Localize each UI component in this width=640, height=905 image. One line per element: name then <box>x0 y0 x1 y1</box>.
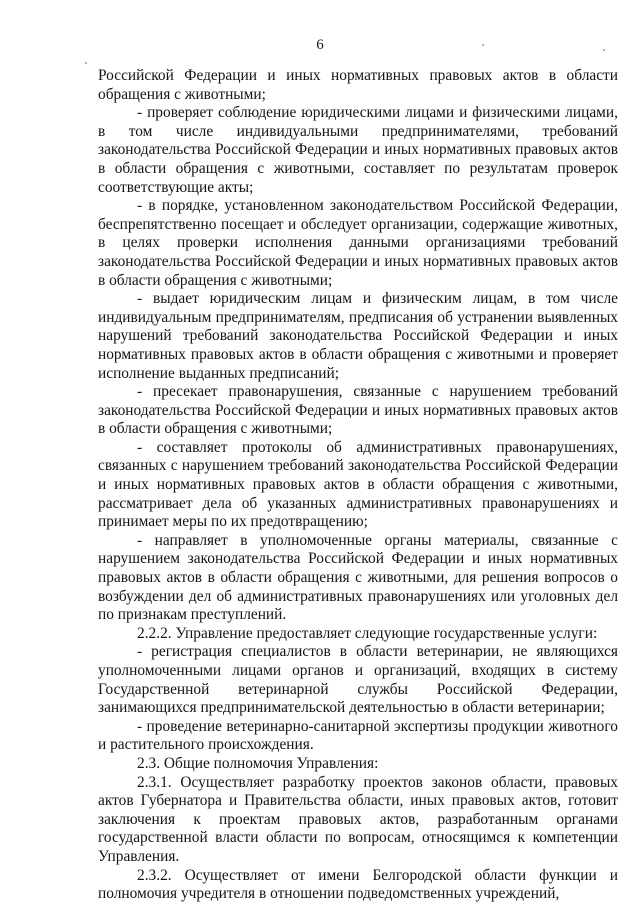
document-body <box>98 67 618 904</box>
paragraph: - проведение ветеринарно-санитарной экспертизы продукции животного и растительного происхождения. <box>98 717 618 754</box>
paragraph: - проверяет соблюдение юридическими лицами и физическими лицами, в том числе индивидуальными предпринимателями, требований законодательства Российской Федерации и иных нормативных правовых актов в области обращения с животными, составляет по результатам проверок соответствующие акты; <box>98 104 618 196</box>
paragraph: - регистрация специалистов в области ветеринарии, не являющихся уполномоченными лицами органов и организаций, входящих в систему Государственной ветеринарной службы Российской Федерации, занимающихся предпринимательской деятельностью в области ветеринарии; <box>98 643 618 717</box>
section-paragraph: 2.2.2. Управление предоставляет следующие государственные услуги: <box>137 624 598 642</box>
section-heading: 2.3. Общие полномочия Управления: <box>137 754 379 772</box>
paragraph: - направляет в уполномоченные органы материалы, связанные с нарушением законодательства Российской Федерации и иных нормативных правовых актов в области обращения с животными, для решения вопросов о возбуждении дел об административных правонарушениях или уголовных дел по признакам преступлений. <box>98 531 618 624</box>
paragraph: - составляет протоколы об административных правонарушениях, связанных с нарушением требований законодательства Российской Федерации и иных нормативных правовых актов в области обращения с животными, рассматривает дела об указанных административных правонарушениях и принимает меры по их предотвращению; <box>98 438 618 531</box>
paragraph: - выдает юридическим лицам и физическим лицам, в том числе индивидуальным предпринимателям, предписания об устранении выявленных нарушений требований законодательства Российской Федерации и иных нормативных правовых актов в области обращения с животными и проверяет исполнение выданных предписаний; <box>98 290 618 382</box>
scan-speck <box>482 44 484 46</box>
page-number: 6 <box>316 37 324 53</box>
paragraph: - пресекает правонарушения, связанные с нарушением требований законодательства Российской Федерации и иных нормативных правовых актов в области обращения с животными; <box>98 383 618 438</box>
paragraph: Российской Федерации и иных нормативных правовых актов в области обращения с животными; <box>98 67 618 103</box>
section-paragraph: 2.3.2. Осуществляет от имени Белгородской области функции и полномочия учредителя в отношении подведомственных учреждений, <box>98 866 618 903</box>
scan-speck <box>85 62 87 64</box>
section-paragraph: 2.3.1. Осуществляет разработку проектов законов области, правовых актов Губернатора и Правительства области, иных правовых актов, готовит заключения к проектам правовых актов, разработанным органами государственной власти области по вопросам, относящимся к компетенции Управления. <box>98 773 618 865</box>
scan-speck <box>603 49 605 51</box>
paragraph: - в порядке, установленном законодательством Российской Федерации, беспрепятственно посещает и обследует организации, содержащие животных, в целях проверки исполнения данными организациями требований законодательства Российской Федерации и иных нормативных правовых актов в области обращения с животными; <box>98 197 618 289</box>
